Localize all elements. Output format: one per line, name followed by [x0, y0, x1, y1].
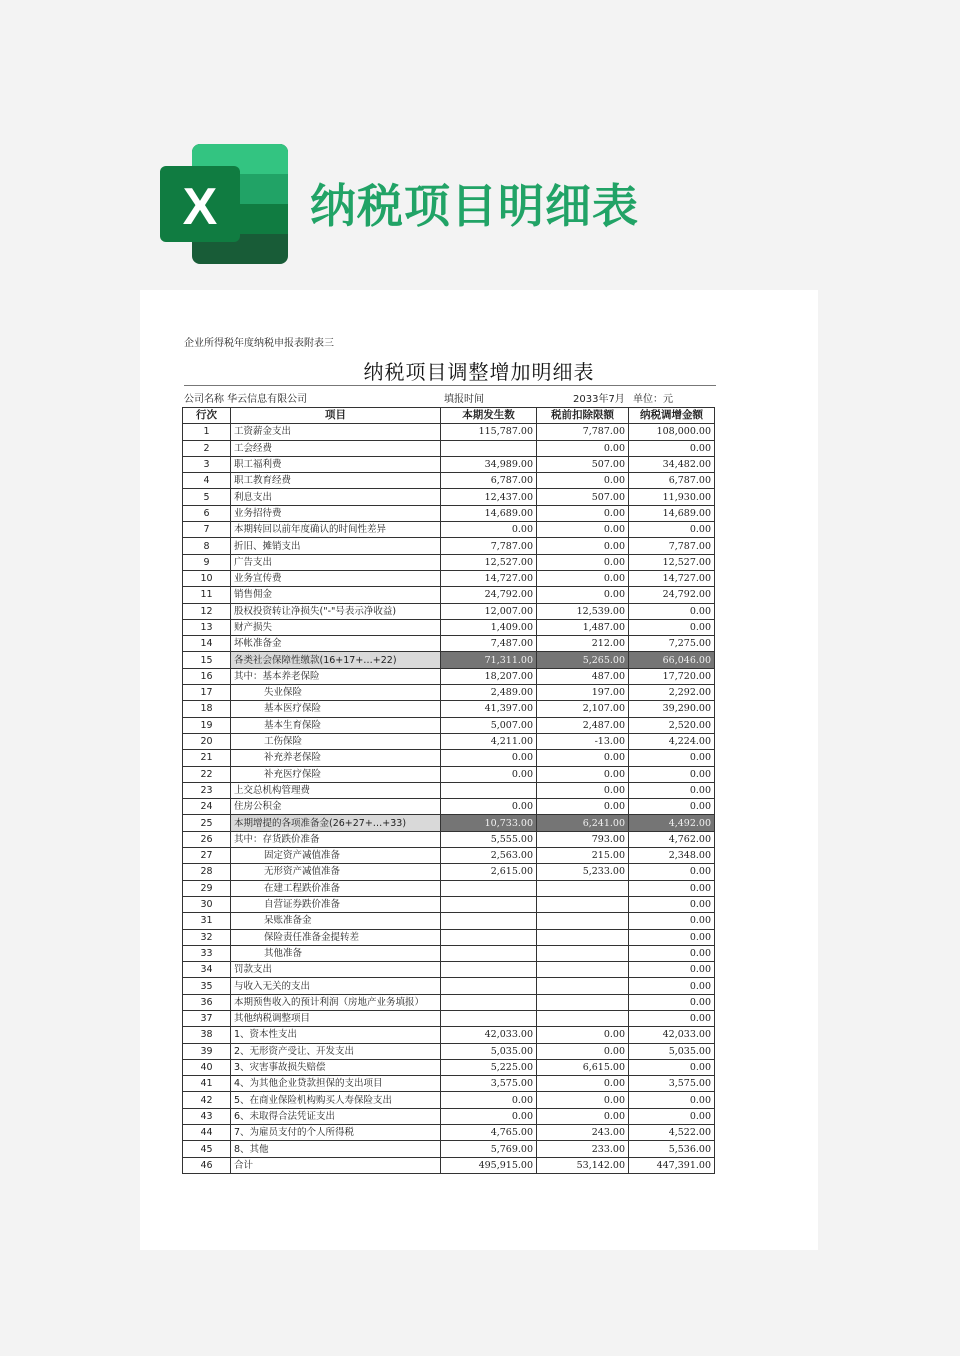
- item-cell: 其他纳税调整项目: [231, 1010, 441, 1026]
- tax-increase-cell: 66,046.00: [629, 652, 715, 668]
- item-cell: 职工福利费: [231, 456, 441, 472]
- tax-increase-cell: 3,575.00: [629, 1076, 715, 1092]
- item-cell: 6、未取得合法凭证支出: [231, 1108, 441, 1124]
- current-amount-cell: [441, 978, 537, 994]
- table-row: [183, 554, 715, 570]
- item-cell: 住房公积金: [231, 799, 441, 815]
- current-amount-cell: 71,311.00: [441, 652, 537, 668]
- deduction-limit-cell: 0.00: [537, 505, 629, 521]
- tax-increase-cell: 34,482.00: [629, 456, 715, 472]
- table-row: [183, 815, 715, 831]
- table-row: [183, 945, 715, 961]
- tax-increase-cell: 17,720.00: [629, 668, 715, 684]
- row-number-cell: 8: [183, 538, 231, 554]
- row-number-cell: 9: [183, 554, 231, 570]
- table-row: [183, 440, 715, 456]
- item-cell: 其中：基本养老保险: [231, 668, 441, 684]
- deduction-limit-cell: 487.00: [537, 668, 629, 684]
- table-row: [183, 733, 715, 749]
- row-number-cell: 44: [183, 1125, 231, 1141]
- table-row: [183, 456, 715, 472]
- current-amount-cell: [441, 440, 537, 456]
- tax-increase-cell: 0.00: [629, 766, 715, 782]
- row-number-cell: 23: [183, 782, 231, 798]
- table-row: [183, 701, 715, 717]
- item-cell: 合计: [231, 1157, 441, 1173]
- row-number-cell: 7: [183, 522, 231, 538]
- item-cell: 失业保险: [231, 685, 441, 701]
- deduction-limit-cell: 0.00: [537, 782, 629, 798]
- tax-increase-cell: 2,348.00: [629, 848, 715, 864]
- deduction-limit-cell: 0.00: [537, 1076, 629, 1092]
- table-row: [183, 864, 715, 880]
- item-cell: 2、无形资产受让、开发支出: [231, 1043, 441, 1059]
- table-row: [183, 896, 715, 912]
- table-row: [183, 913, 715, 929]
- current-amount-cell: 12,437.00: [441, 489, 537, 505]
- item-cell: 补充医疗保险: [231, 766, 441, 782]
- deduction-limit-cell: [537, 880, 629, 896]
- deduction-limit-cell: 0.00: [537, 554, 629, 570]
- header-item: 项目: [231, 408, 441, 424]
- current-amount-cell: 42,033.00: [441, 1027, 537, 1043]
- current-amount-cell: 115,787.00: [441, 424, 537, 440]
- tax-increase-cell: 0.00: [629, 750, 715, 766]
- deduction-limit-cell: 197.00: [537, 685, 629, 701]
- current-amount-cell: 5,769.00: [441, 1141, 537, 1157]
- tax-increase-cell: 0.00: [629, 945, 715, 961]
- tax-increase-cell: 0.00: [629, 603, 715, 619]
- current-amount-cell: 0.00: [441, 1108, 537, 1124]
- deduction-limit-cell: 233.00: [537, 1141, 629, 1157]
- table-header-row: [183, 408, 715, 424]
- tax-increase-cell: 0.00: [629, 864, 715, 880]
- row-number-cell: 40: [183, 1059, 231, 1075]
- deduction-limit-cell: 0.00: [537, 587, 629, 603]
- tax-increase-cell: 4,522.00: [629, 1125, 715, 1141]
- item-cell: 本期转回以前年度确认的时间性差异: [231, 522, 441, 538]
- tax-increase-cell: 2,520.00: [629, 717, 715, 733]
- current-amount-cell: [441, 945, 537, 961]
- tax-increase-cell: 39,290.00: [629, 701, 715, 717]
- item-cell: 与收入无关的支出: [231, 978, 441, 994]
- deduction-limit-cell: 243.00: [537, 1125, 629, 1141]
- deduction-limit-cell: 215.00: [537, 848, 629, 864]
- company-name: 公司名称 华云信息有限公司: [184, 394, 308, 405]
- table-row: [183, 538, 715, 554]
- table-row: [183, 750, 715, 766]
- deduction-limit-cell: 2,107.00: [537, 701, 629, 717]
- item-cell: 利息支出: [231, 489, 441, 505]
- tax-increase-cell: 11,930.00: [629, 489, 715, 505]
- current-amount-cell: 0.00: [441, 522, 537, 538]
- tax-increase-cell: 14,689.00: [629, 505, 715, 521]
- tax-increase-cell: 0.00: [629, 880, 715, 896]
- current-amount-cell: [441, 929, 537, 945]
- header-current-amount: 本期发生数: [441, 408, 537, 424]
- current-amount-cell: 7,787.00: [441, 538, 537, 554]
- table-row: [183, 978, 715, 994]
- current-amount-cell: [441, 1010, 537, 1026]
- deduction-limit-cell: 5,265.00: [537, 652, 629, 668]
- table-row: [183, 1141, 715, 1157]
- deduction-limit-cell: 1,487.00: [537, 619, 629, 635]
- table-row: [183, 782, 715, 798]
- item-cell: 折旧、摊销支出: [231, 538, 441, 554]
- tax-increase-cell: 0.00: [629, 913, 715, 929]
- row-number-cell: 43: [183, 1108, 231, 1124]
- item-cell: 其中：存货跌价准备: [231, 831, 441, 847]
- row-number-cell: 19: [183, 717, 231, 733]
- table-row: [183, 522, 715, 538]
- row-number-cell: 15: [183, 652, 231, 668]
- row-number-cell: 29: [183, 880, 231, 896]
- tax-increase-cell: 0.00: [629, 896, 715, 912]
- deduction-limit-cell: 7,787.00: [537, 424, 629, 440]
- item-cell: 业务宣传费: [231, 570, 441, 586]
- deduction-limit-cell: [537, 896, 629, 912]
- item-cell: 基本生育保险: [231, 717, 441, 733]
- current-amount-cell: 1,409.00: [441, 619, 537, 635]
- deduction-limit-cell: 53,142.00: [537, 1157, 629, 1173]
- row-number-cell: 11: [183, 587, 231, 603]
- table-row: [183, 652, 715, 668]
- table-row: [183, 1027, 715, 1043]
- header-tax-increase: 纳税调增金额: [629, 408, 715, 424]
- current-amount-cell: 5,007.00: [441, 717, 537, 733]
- tax-increase-cell: 7,787.00: [629, 538, 715, 554]
- table-row: [183, 424, 715, 440]
- table-row: [183, 1108, 715, 1124]
- item-cell: 工资薪金支出: [231, 424, 441, 440]
- item-cell: 1、资本性支出: [231, 1027, 441, 1043]
- row-number-cell: 24: [183, 799, 231, 815]
- row-number-cell: 6: [183, 505, 231, 521]
- current-amount-cell: 0.00: [441, 1092, 537, 1108]
- item-cell: 3、灾害事故损失赔偿: [231, 1059, 441, 1075]
- deduction-limit-cell: 0.00: [537, 1027, 629, 1043]
- tax-increase-cell: 0.00: [629, 978, 715, 994]
- current-amount-cell: 0.00: [441, 766, 537, 782]
- row-number-cell: 42: [183, 1092, 231, 1108]
- current-amount-cell: [441, 782, 537, 798]
- current-amount-cell: 4,765.00: [441, 1125, 537, 1141]
- row-number-cell: 10: [183, 570, 231, 586]
- item-cell: 各类社会保障性缴款(16+17+…+22): [231, 652, 441, 668]
- current-amount-cell: 0.00: [441, 799, 537, 815]
- table-row: [183, 929, 715, 945]
- current-amount-cell: 5,555.00: [441, 831, 537, 847]
- row-number-cell: 13: [183, 619, 231, 635]
- row-number-cell: 27: [183, 848, 231, 864]
- item-cell: 固定资产减值准备: [231, 848, 441, 864]
- table-row: [183, 505, 715, 521]
- tax-increase-cell: 0.00: [629, 1059, 715, 1075]
- item-cell: 职工教育经费: [231, 473, 441, 489]
- row-number-cell: 46: [183, 1157, 231, 1173]
- current-amount-cell: 5,035.00: [441, 1043, 537, 1059]
- table-row: [183, 1092, 715, 1108]
- deduction-limit-cell: 6,615.00: [537, 1059, 629, 1075]
- tax-increase-cell: 14,727.00: [629, 570, 715, 586]
- deduction-limit-cell: [537, 978, 629, 994]
- item-cell: 呆账准备金: [231, 913, 441, 929]
- deduction-limit-cell: 0.00: [537, 538, 629, 554]
- tax-increase-cell: 5,536.00: [629, 1141, 715, 1157]
- tax-increase-cell: 5,035.00: [629, 1043, 715, 1059]
- table-row: [183, 1157, 715, 1173]
- item-cell: 在建工程跌价准备: [231, 880, 441, 896]
- tax-increase-cell: 447,391.00: [629, 1157, 715, 1173]
- deduction-limit-cell: 507.00: [537, 489, 629, 505]
- banner-title: 纳税项目明细表: [310, 179, 639, 233]
- item-cell: 工伤保险: [231, 733, 441, 749]
- deduction-limit-cell: 0.00: [537, 570, 629, 586]
- table-row: [183, 848, 715, 864]
- item-cell: 本期增提的各项准备金(26+27+…+33): [231, 815, 441, 831]
- current-amount-cell: [441, 994, 537, 1010]
- row-number-cell: 45: [183, 1141, 231, 1157]
- row-number-cell: 5: [183, 489, 231, 505]
- item-cell: 无形资产减值准备: [231, 864, 441, 880]
- document-page: [140, 290, 818, 1250]
- row-number-cell: 22: [183, 766, 231, 782]
- header-row-number: 行次: [183, 408, 231, 424]
- tax-increase-cell: 2,292.00: [629, 685, 715, 701]
- row-number-cell: 3: [183, 456, 231, 472]
- deduction-limit-cell: 0.00: [537, 1043, 629, 1059]
- row-number-cell: 18: [183, 701, 231, 717]
- table-row: [183, 685, 715, 701]
- row-number-cell: 14: [183, 636, 231, 652]
- row-number-cell: 38: [183, 1027, 231, 1043]
- item-cell: 销售佣金: [231, 587, 441, 603]
- current-amount-cell: 5,225.00: [441, 1059, 537, 1075]
- deduction-limit-cell: [537, 945, 629, 961]
- svg-text:X: X: [182, 178, 218, 236]
- deduction-limit-cell: [537, 994, 629, 1010]
- item-cell: 财产损失: [231, 619, 441, 635]
- table-row: [183, 603, 715, 619]
- item-cell: 广告支出: [231, 554, 441, 570]
- current-amount-cell: 4,211.00: [441, 733, 537, 749]
- table-row: [183, 1059, 715, 1075]
- item-cell: 股权投资转让净损失("-"号表示净收益): [231, 603, 441, 619]
- tax-increase-cell: 24,792.00: [629, 587, 715, 603]
- row-number-cell: 39: [183, 1043, 231, 1059]
- row-number-cell: 1: [183, 424, 231, 440]
- table-row: [183, 489, 715, 505]
- header-deduction-limit: 税前扣除限额: [537, 408, 629, 424]
- current-amount-cell: 3,575.00: [441, 1076, 537, 1092]
- deduction-limit-cell: 0.00: [537, 799, 629, 815]
- table-row: [183, 473, 715, 489]
- row-number-cell: 21: [183, 750, 231, 766]
- item-cell: 补充养老保险: [231, 750, 441, 766]
- current-amount-cell: 2,489.00: [441, 685, 537, 701]
- deduction-limit-cell: 2,487.00: [537, 717, 629, 733]
- row-number-cell: 2: [183, 440, 231, 456]
- deduction-limit-cell: 0.00: [537, 473, 629, 489]
- deduction-limit-cell: 0.00: [537, 522, 629, 538]
- item-cell: 自营证券跌价准备: [231, 896, 441, 912]
- table-row: [183, 766, 715, 782]
- row-number-cell: 41: [183, 1076, 231, 1092]
- current-amount-cell: 14,689.00: [441, 505, 537, 521]
- tax-adjustment-table: [182, 407, 715, 1174]
- fill-time-label: 填报时间: [444, 394, 484, 405]
- tax-increase-cell: 0.00: [629, 1010, 715, 1026]
- current-amount-cell: 6,787.00: [441, 473, 537, 489]
- deduction-limit-cell: 6,241.00: [537, 815, 629, 831]
- current-amount-cell: 12,527.00: [441, 554, 537, 570]
- tax-increase-cell: 12,527.00: [629, 554, 715, 570]
- table-row: [183, 587, 715, 603]
- deduction-limit-cell: -13.00: [537, 733, 629, 749]
- current-amount-cell: 12,007.00: [441, 603, 537, 619]
- table-row: [183, 619, 715, 635]
- current-amount-cell: 0.00: [441, 750, 537, 766]
- document-title: 纳税项目调整增加明细表: [363, 360, 595, 384]
- tax-increase-cell: 42,033.00: [629, 1027, 715, 1043]
- item-cell: 罚款支出: [231, 962, 441, 978]
- row-number-cell: 20: [183, 733, 231, 749]
- row-number-cell: 34: [183, 962, 231, 978]
- table-row: [183, 1043, 715, 1059]
- current-amount-cell: 41,397.00: [441, 701, 537, 717]
- tax-increase-cell: 0.00: [629, 782, 715, 798]
- row-number-cell: 17: [183, 685, 231, 701]
- item-cell: 其他准备: [231, 945, 441, 961]
- current-amount-cell: [441, 962, 537, 978]
- title-divider: [184, 385, 716, 386]
- deduction-limit-cell: 5,233.00: [537, 864, 629, 880]
- deduction-limit-cell: 507.00: [537, 456, 629, 472]
- row-number-cell: 30: [183, 896, 231, 912]
- tax-increase-cell: 108,000.00: [629, 424, 715, 440]
- currency-unit: 单位：元: [633, 394, 673, 405]
- tax-increase-cell: 4,224.00: [629, 733, 715, 749]
- document-subtitle: 企业所得税年度纳税申报表附表三: [184, 338, 334, 349]
- row-number-cell: 37: [183, 1010, 231, 1026]
- current-amount-cell: 34,989.00: [441, 456, 537, 472]
- current-amount-cell: 495,915.00: [441, 1157, 537, 1173]
- table-row: [183, 1076, 715, 1092]
- table-row: [183, 668, 715, 684]
- current-amount-cell: 14,727.00: [441, 570, 537, 586]
- row-number-cell: 26: [183, 831, 231, 847]
- tax-increase-cell: 0.00: [629, 619, 715, 635]
- tax-increase-cell: 7,275.00: [629, 636, 715, 652]
- deduction-limit-cell: 0.00: [537, 750, 629, 766]
- table-row: [183, 1125, 715, 1141]
- item-cell: 基本医疗保险: [231, 701, 441, 717]
- tax-increase-cell: 0.00: [629, 522, 715, 538]
- report-date: 2033年7月: [573, 394, 625, 405]
- deduction-limit-cell: 0.00: [537, 1108, 629, 1124]
- deduction-limit-cell: 212.00: [537, 636, 629, 652]
- table-row: [183, 570, 715, 586]
- current-amount-cell: 2,563.00: [441, 848, 537, 864]
- current-amount-cell: 7,487.00: [441, 636, 537, 652]
- item-cell: 工会经费: [231, 440, 441, 456]
- tax-increase-cell: 4,762.00: [629, 831, 715, 847]
- tax-increase-cell: 0.00: [629, 799, 715, 815]
- item-cell: 上交总机构管理费: [231, 782, 441, 798]
- item-cell: 7、为雇员支付的个人所得税: [231, 1125, 441, 1141]
- tax-increase-cell: 0.00: [629, 1108, 715, 1124]
- table-row: [183, 636, 715, 652]
- tax-increase-cell: 0.00: [629, 440, 715, 456]
- row-number-cell: 28: [183, 864, 231, 880]
- deduction-limit-cell: 793.00: [537, 831, 629, 847]
- deduction-limit-cell: 0.00: [537, 766, 629, 782]
- current-amount-cell: 10,733.00: [441, 815, 537, 831]
- table-body: [183, 424, 715, 1174]
- deduction-limit-cell: 0.00: [537, 1092, 629, 1108]
- item-cell: 本期预售收入的预计利润（房地产业务填报）: [231, 994, 441, 1010]
- current-amount-cell: 24,792.00: [441, 587, 537, 603]
- excel-logo-icon: [160, 144, 290, 264]
- item-cell: 坏帐准备金: [231, 636, 441, 652]
- table-row: [183, 994, 715, 1010]
- item-cell: 保险责任准备金提转差: [231, 929, 441, 945]
- current-amount-cell: [441, 880, 537, 896]
- deduction-limit-cell: [537, 929, 629, 945]
- deduction-limit-cell: 0.00: [537, 440, 629, 456]
- row-number-cell: 31: [183, 913, 231, 929]
- current-amount-cell: [441, 913, 537, 929]
- row-number-cell: 33: [183, 945, 231, 961]
- table-row: [183, 799, 715, 815]
- deduction-limit-cell: [537, 962, 629, 978]
- deduction-limit-cell: [537, 913, 629, 929]
- tax-increase-cell: 6,787.00: [629, 473, 715, 489]
- tax-increase-cell: 0.00: [629, 929, 715, 945]
- table-row: [183, 831, 715, 847]
- table-row: [183, 1010, 715, 1026]
- tax-increase-cell: 0.00: [629, 1092, 715, 1108]
- table-row: [183, 880, 715, 896]
- current-amount-cell: [441, 896, 537, 912]
- deduction-limit-cell: 12,539.00: [537, 603, 629, 619]
- tax-increase-cell: 0.00: [629, 994, 715, 1010]
- deduction-limit-cell: [537, 1010, 629, 1026]
- table-row: [183, 717, 715, 733]
- item-cell: 8、其他: [231, 1141, 441, 1157]
- tax-increase-cell: 4,492.00: [629, 815, 715, 831]
- row-number-cell: 36: [183, 994, 231, 1010]
- current-amount-cell: 18,207.00: [441, 668, 537, 684]
- row-number-cell: 12: [183, 603, 231, 619]
- row-number-cell: 16: [183, 668, 231, 684]
- table-row: [183, 962, 715, 978]
- row-number-cell: 35: [183, 978, 231, 994]
- tax-increase-cell: 0.00: [629, 962, 715, 978]
- row-number-cell: 32: [183, 929, 231, 945]
- item-cell: 5、在商业保险机构购买人寿保险支出: [231, 1092, 441, 1108]
- row-number-cell: 25: [183, 815, 231, 831]
- item-cell: 4、为其他企业贷款担保的支出项目: [231, 1076, 441, 1092]
- item-cell: 业务招待费: [231, 505, 441, 521]
- row-number-cell: 4: [183, 473, 231, 489]
- current-amount-cell: 2,615.00: [441, 864, 537, 880]
